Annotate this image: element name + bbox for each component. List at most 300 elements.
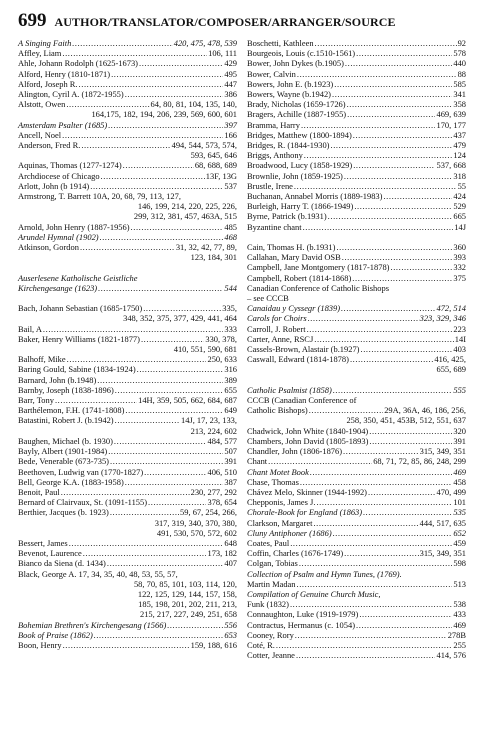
entry-refs: 437: [453, 129, 466, 140]
dot-leader: [290, 599, 452, 609]
entry-refs: 68, 71, 72, 85, 86, 248, 299: [373, 456, 466, 467]
entry-refs: 513: [453, 578, 466, 589]
entry-name: Chávez Melo, Skinner (1944-1992): [247, 486, 367, 497]
entry-refs: 159, 188, 616: [190, 639, 237, 650]
dot-leader: [310, 467, 452, 477]
entry-refs: 386: [224, 89, 237, 100]
dot-leader: [344, 548, 418, 558]
dot-leader: [61, 487, 190, 497]
dot-leader: [110, 456, 223, 466]
entry-refs: 507: [224, 446, 237, 457]
entry-name: Martin Madan: [247, 578, 296, 589]
dot-leader: [125, 89, 224, 99]
entry-refs: 88: [457, 68, 466, 79]
dot-leader: [356, 48, 452, 58]
entry-name: Callahan, Mary David OSB: [247, 252, 341, 263]
index-entry: [247, 120, 466, 130]
entry-name: Archdiocese of Chicago: [18, 170, 100, 181]
entry-name: Boschetti, Kathleen: [247, 38, 314, 48]
entry-refs: 166: [224, 129, 237, 140]
index-entry: [247, 262, 466, 272]
entry-text: Auserlesene Katholische Geistliche: [18, 272, 138, 283]
entry-continuation: 655, 689: [436, 364, 466, 375]
index-entry: [247, 252, 466, 262]
entry-name: Chadwick, John White (1840-1904): [247, 425, 369, 436]
entry-refs: 440: [453, 58, 466, 69]
index-entry: [18, 58, 237, 68]
index-entry: [247, 630, 466, 640]
entry-name: Bower, John Dykes (b.1905): [247, 58, 344, 69]
dot-leader: [331, 140, 453, 150]
entry-name: Bianco da Siena (d. 1434): [18, 558, 106, 569]
dot-leader: [300, 477, 452, 487]
index-entry: [247, 477, 466, 487]
entry-name: Bower, Calvin: [247, 68, 296, 79]
entry-name: Aquinas, Thomas (1277-1274): [18, 160, 122, 171]
dot-leader: [353, 130, 453, 140]
entry-refs: 469: [453, 619, 466, 630]
index-entry: [247, 89, 466, 99]
dot-leader: [55, 395, 137, 405]
index-entry: [247, 201, 466, 211]
entry-refs: 414, 576: [436, 650, 466, 661]
entry-refs: 14J, 17, 23, 133,: [180, 415, 237, 426]
index-entry: [18, 89, 237, 99]
index-entry: [247, 599, 466, 609]
dot-leader: [125, 477, 224, 487]
entry-name: Boon, Henry: [18, 639, 62, 650]
entry-refs: 416, 425,: [434, 354, 466, 365]
entry-continuation: 299, 312, 381, 457, 463A, 515: [133, 211, 237, 222]
entry-name: Catholic Bishops): [247, 405, 308, 416]
index-entry: [18, 232, 237, 242]
dot-leader: [299, 558, 453, 568]
entry-name: Affley, Liam: [18, 48, 62, 59]
entry-refs: 458: [453, 476, 466, 487]
index-entry: [18, 99, 237, 119]
entry-name: Bridges, Matthew (1800-1894): [247, 129, 352, 140]
entry-name: Funk (1832): [247, 599, 289, 610]
entry-gap: [247, 232, 466, 242]
entry-name: Carter, Anne, RSCJ: [247, 333, 314, 344]
entry-refs: 406, 510: [207, 466, 237, 477]
index-entry: [247, 140, 466, 150]
entry-name: Barr, Tony: [18, 395, 54, 406]
entry-name: Byzantine chant: [247, 221, 302, 232]
entry-refs: 585: [453, 78, 466, 89]
entry-continuation: 122, 125, 129, 144, 157, 158,: [137, 588, 237, 599]
entry-refs: 341: [453, 89, 466, 100]
index-entry: [247, 640, 466, 650]
entry-refs: 537, 668: [436, 160, 466, 171]
index-entry: [247, 58, 466, 68]
dot-leader: [333, 528, 453, 538]
entry-name: Bail, A: [18, 323, 42, 334]
index-entry: [18, 48, 237, 58]
entry-refs: 484, 577: [207, 435, 237, 446]
entry-refs: 360: [453, 242, 466, 253]
index-entry: [247, 313, 466, 323]
dot-leader: [369, 436, 452, 446]
entry-name: Catholic Psalmist (1858): [247, 384, 332, 395]
entry-refs: 14J: [454, 221, 466, 232]
entry-name: Benoit, Paul: [18, 486, 60, 497]
index-entry: [18, 507, 237, 538]
entry-name: Alford, Henry (1810-1871): [18, 68, 111, 79]
entry-refs: 92: [457, 38, 466, 48]
dot-leader: [336, 242, 452, 252]
entry-name: Brownlie, John (1859-1925): [247, 170, 343, 181]
entry-name: Batastini, Robert J. (b.1942): [18, 415, 114, 426]
entry-refs: 470, 499: [436, 486, 466, 497]
index-entry: [247, 38, 466, 48]
entry-name: Brady, Nicholas (1659-1726): [247, 99, 346, 110]
index-entry: [247, 569, 466, 579]
entry-refs: 529: [453, 201, 466, 212]
index-entry: [18, 69, 237, 79]
index-entry: [18, 467, 237, 477]
dot-leader: [72, 38, 172, 48]
entry-refs: 335,: [222, 303, 237, 314]
dot-leader: [347, 109, 435, 119]
index-entry: [18, 130, 237, 140]
entry-continuation: 213, 224, 602: [190, 425, 237, 436]
dot-leader: [80, 242, 175, 252]
dot-leader: [290, 538, 452, 548]
entry-refs: 223: [453, 323, 466, 334]
entry-name: Coffin, Charles (1676-1749): [247, 548, 344, 559]
index-entry: [18, 283, 237, 293]
entry-name: Alstott, Owen: [18, 99, 66, 110]
dot-leader: [108, 120, 223, 130]
dot-leader: [333, 385, 453, 395]
index-entry: [18, 242, 237, 262]
index-entry: [247, 79, 466, 89]
entry-refs: 444, 517, 635: [419, 517, 466, 528]
index-entry: [247, 538, 466, 548]
page-header: [18, 10, 466, 32]
dot-leader: [296, 650, 436, 660]
entry-continuation: 58, 70, 85, 101, 103, 114, 120,: [133, 578, 237, 589]
entry-refs: 537: [224, 180, 237, 191]
entry-continuation: 164,175, 182, 194, 206, 239, 569, 600, 601: [91, 109, 237, 120]
entry-name: Baughen, Michael (b. 1930): [18, 435, 113, 446]
entry-refs: 323, 329, 346: [419, 313, 466, 324]
entry-name: Barthélemon, F.H. (1741-1808): [18, 405, 125, 416]
entry-name: Arundel Hymnal (1902): [18, 231, 99, 242]
entry-name: Cluny Antiphoner (1686): [247, 527, 332, 538]
index-entry: [247, 487, 466, 497]
index-entry: [247, 385, 466, 395]
entry-continuation: 348, 352, 375, 377, 429, 441, 464: [123, 313, 237, 324]
entry-refs: 479: [453, 140, 466, 151]
dot-leader: [144, 467, 206, 477]
entry-refs: 64, 80, 81, 104, 135, 140,: [150, 99, 237, 110]
index-entry: [247, 436, 466, 446]
index-entry: [247, 293, 466, 303]
index-entry: [247, 609, 466, 619]
entry-refs: 170, 177: [436, 119, 466, 130]
entry-continuation: 146, 199, 214, 220, 225, 226,: [137, 201, 237, 212]
dot-leader: [301, 120, 436, 130]
entry-name: Atkinson, Gordon: [18, 242, 79, 253]
entry-continuation: 185, 198, 201, 202, 211, 213,: [138, 599, 237, 610]
dot-leader: [344, 171, 452, 181]
index-entry: [247, 558, 466, 568]
entry-name: Amsterdam Psalter (1685): [18, 119, 108, 130]
entry-refs: 375: [453, 272, 466, 283]
entry-name: Byrne, Patrick (b.1931): [247, 211, 327, 222]
index-entry: [247, 69, 466, 79]
dot-leader: [63, 640, 190, 650]
entry-refs: 124: [453, 150, 466, 161]
entry-refs: 429: [224, 58, 237, 69]
index-entry: [247, 497, 466, 507]
dot-leader: [383, 191, 452, 201]
index-entry: [18, 548, 237, 558]
entry-name: Bayly, Albert (1901-1984): [18, 446, 108, 457]
entry-continuation: 215, 217, 227, 249, 251, 658: [139, 609, 237, 620]
entry-text: Compilation of Genuine Church Music,: [247, 588, 381, 599]
dot-leader: [368, 487, 435, 497]
entry-refs: 318: [453, 170, 466, 181]
entry-gap: [18, 262, 237, 272]
dot-leader: [332, 89, 452, 99]
entry-refs: 472, 514: [436, 303, 466, 314]
index-entry: [18, 222, 237, 232]
entry-name: Bragers, Achille (1887-1955): [247, 109, 347, 120]
entry-refs: 315, 349, 351: [419, 446, 466, 457]
entry-refs: 598: [453, 558, 466, 569]
dot-leader: [67, 354, 207, 364]
index-entry: [18, 415, 237, 435]
entry-name: Balhoff, Mike: [18, 354, 66, 365]
index-entry: [247, 446, 466, 456]
dot-leader: [308, 313, 419, 323]
index-entry: [247, 405, 466, 425]
entry-name: Chant Motet Book: [247, 466, 309, 477]
entry-refs: 652: [453, 527, 466, 538]
entry-refs: 278B: [447, 629, 466, 640]
index-entry: [18, 38, 237, 48]
dot-leader: [360, 344, 452, 354]
dot-leader: [148, 497, 206, 507]
entry-name: Carroll, J. Robert: [247, 323, 306, 334]
dot-leader: [353, 160, 435, 170]
entry-name: Campbell, Jane Montgomery (1817-1878): [247, 262, 390, 273]
dot-leader: [139, 58, 223, 68]
index-entry: [18, 446, 237, 456]
index-entry: [18, 375, 237, 385]
entry-refs: 459: [453, 537, 466, 548]
entry-refs: 433: [453, 609, 466, 620]
index-entry: [247, 456, 466, 466]
entry-name: Cooney, Rory: [247, 629, 294, 640]
dot-leader: [107, 558, 223, 568]
entry-refs: 315, 349, 351: [419, 548, 466, 559]
entry-name: Bowers, Wayne (b.1942): [247, 89, 331, 100]
index-entry: [247, 273, 466, 283]
index-entry: [247, 130, 466, 140]
index-entry: [247, 99, 466, 109]
index-entry: [247, 467, 466, 477]
entry-name: Chase, Thomas: [247, 476, 299, 487]
dot-leader: [81, 140, 170, 150]
entry-name: Bowers, John E. (b.1923): [247, 78, 334, 89]
entry-refs: 391: [453, 435, 466, 446]
dot-leader: [390, 262, 452, 272]
index-entry: [247, 283, 466, 293]
index-entry: [247, 303, 466, 313]
dot-leader: [314, 334, 454, 344]
index-entry: [18, 160, 237, 170]
index-entry: [18, 273, 237, 283]
index-columns: [18, 38, 466, 660]
entry-name: Bernard of Clairvaux, St. (1091-1155): [18, 497, 148, 508]
dot-leader: [303, 222, 454, 232]
entry-name: Carols for Choirs: [247, 313, 307, 324]
index-entry: [247, 620, 466, 630]
index-entry: [18, 630, 237, 640]
dot-leader: [69, 538, 224, 548]
dot-leader: [276, 640, 452, 650]
index-entry: [247, 507, 466, 517]
dot-leader: [341, 303, 435, 313]
entry-refs: 29A, 36A, 46, 186, 256,: [384, 405, 466, 416]
entry-name: Buchanan, Annabel Morris (1889-1983): [247, 191, 383, 202]
dot-leader: [62, 48, 207, 58]
index-entry: [18, 303, 237, 323]
entry-text: CCCB (Canadian Conference of: [247, 395, 357, 406]
dot-leader: [110, 507, 179, 517]
entry-name: Campbell, Robert (1814-1868): [247, 272, 352, 283]
entry-name: Cassels-Brown, Alastair (b.1927): [247, 344, 360, 355]
dot-leader: [167, 620, 223, 630]
entry-refs: 255: [453, 639, 466, 650]
dot-leader: [114, 436, 207, 446]
dot-leader: [316, 497, 452, 507]
entry-name: Broadwood, Lucy (1858-1929): [247, 160, 353, 171]
dot-leader: [347, 99, 453, 109]
dot-leader: [313, 518, 418, 528]
left-column: [18, 38, 237, 660]
entry-name: Brustle, Irene: [247, 180, 293, 191]
entry-refs: 230, 277, 292: [190, 486, 237, 497]
entry-refs: 55: [457, 180, 466, 191]
dot-leader: [98, 283, 223, 293]
dot-leader: [115, 415, 180, 425]
index-entry: [18, 497, 237, 507]
entry-name: Ahle, Johann Rodolph (1625-1673): [18, 58, 138, 69]
entry-name: Berthier, Jacques (b. 1923): [18, 507, 109, 518]
index-entry: [18, 334, 237, 354]
entry-refs: 332: [453, 262, 466, 273]
dot-leader: [111, 69, 223, 79]
dot-leader: [143, 303, 221, 313]
dot-leader: [131, 222, 224, 232]
index-entry: [18, 385, 237, 395]
entry-text: – see CCCB: [247, 293, 289, 304]
index-entry: [247, 579, 466, 589]
dot-leader: [79, 79, 224, 89]
entry-name: Chepponis, James J.: [247, 497, 316, 508]
entry-refs: 485: [224, 221, 237, 232]
dot-leader: [350, 354, 433, 364]
entry-refs: 469: [453, 466, 466, 477]
index-entry: [247, 109, 466, 119]
dot-leader: [307, 324, 453, 334]
dot-leader: [115, 385, 224, 395]
dot-leader: [137, 364, 224, 374]
dot-leader: [343, 446, 419, 456]
entry-name: Arlott, John (b 1914): [18, 180, 90, 191]
entry-continuation: 491, 530, 570, 572, 602: [156, 527, 237, 538]
dot-leader: [43, 324, 223, 334]
index-entry: [247, 650, 466, 660]
entry-name: Chambers, John David (1805-1893): [247, 435, 369, 446]
entry-refs: 14H, 359, 505, 662, 684, 687: [138, 395, 237, 406]
entry-refs: 316: [224, 364, 237, 375]
entry-refs: 387: [224, 476, 237, 487]
entry-name: Briggs, Anthony: [247, 150, 303, 161]
entry-name: Bohemian Brethren's Kirchengesang (1566): [18, 619, 167, 630]
index-entry: [18, 620, 237, 630]
entry-name: Coté, R.: [247, 639, 275, 650]
dot-leader: [334, 79, 452, 89]
index-entry: [247, 395, 466, 405]
dot-leader: [141, 334, 204, 344]
entry-name: A Singing Faith: [18, 38, 72, 48]
index-entry: [18, 538, 237, 548]
dot-leader: [90, 181, 223, 191]
dot-leader: [297, 69, 457, 79]
dot-leader: [123, 160, 194, 170]
entry-refs: 403: [453, 344, 466, 355]
index-entry: [18, 395, 237, 405]
page-number: 699: [18, 10, 47, 31]
index-entry: [247, 150, 466, 160]
dot-leader: [125, 405, 223, 415]
entry-refs: 68, 688, 689: [194, 160, 237, 171]
entry-refs: 389: [224, 374, 237, 385]
entry-name: Chant: [247, 456, 268, 467]
entry-refs: 544: [224, 282, 237, 293]
entry-name: Anderson, Fred R.: [18, 140, 81, 151]
index-entry: [18, 354, 237, 364]
entry-name: Bede, Venerable (673-735): [18, 456, 109, 467]
dot-leader: [352, 273, 452, 283]
entry-name: Book of Praise (1862): [18, 629, 93, 640]
entry-name: Bevenot, Laurence: [18, 548, 82, 559]
entry-name: Barnard, John (b.1948): [18, 374, 97, 385]
dot-leader: [294, 181, 457, 191]
index-entry: [247, 222, 466, 232]
entry-refs: 407: [224, 558, 237, 569]
entry-refs: 469, 639: [436, 109, 466, 120]
entry-refs: 378, 654: [207, 497, 237, 508]
entry-refs: 665: [453, 211, 466, 222]
entry-refs: 495: [224, 68, 237, 79]
entry-name: Bridges, R. (1844-1930): [247, 140, 330, 151]
entry-refs: 393: [453, 252, 466, 263]
index-entry: [247, 181, 466, 191]
entry-name: Contractus, Hermanus (c. 1054): [247, 619, 356, 630]
index-entry: [247, 426, 466, 436]
dot-leader: [94, 630, 224, 640]
entry-name: Chandler, John (1806-1876): [247, 446, 343, 457]
entry-refs: 578: [453, 48, 466, 59]
entry-name: Bell, George K.A. (1883-1958): [18, 476, 124, 487]
